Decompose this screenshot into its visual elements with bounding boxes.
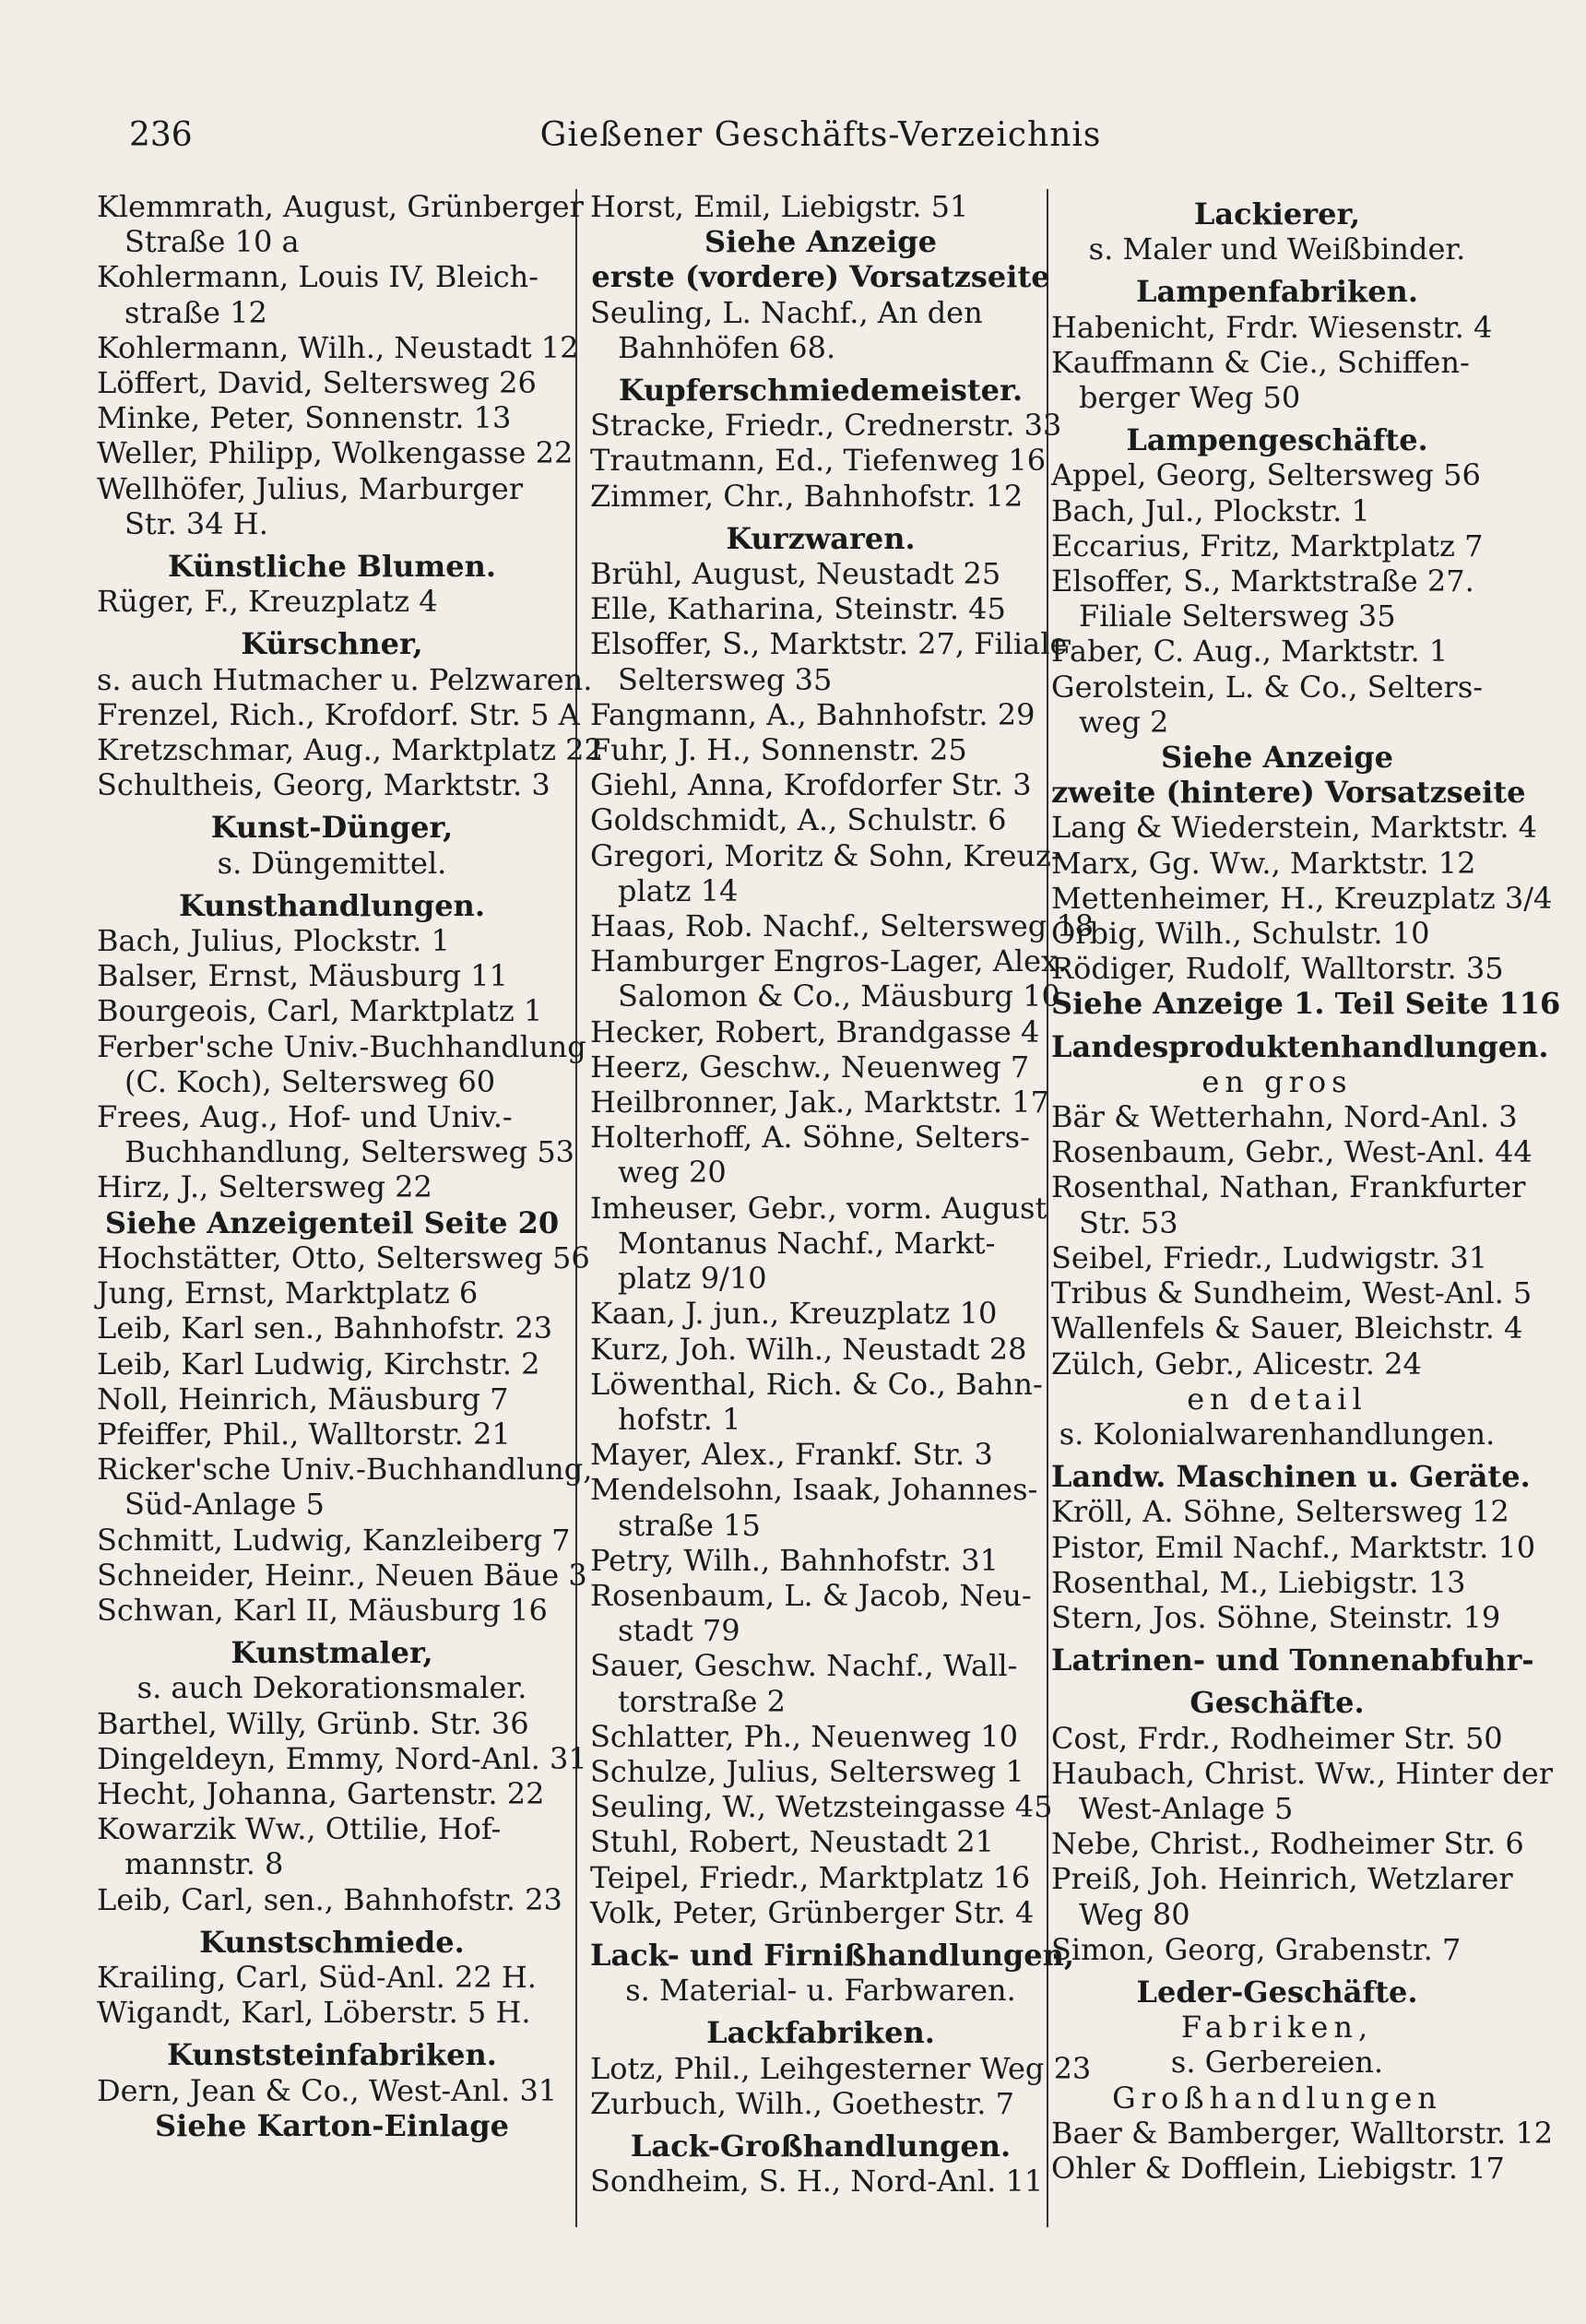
directory-entry: Rosenbaum, Gebr., West-Anl. 44	[1051, 1134, 1533, 1170]
directory-entry: Seuling, W., Wetzsteingasse 45	[590, 1789, 1053, 1825]
section-heading: Kunstmaler,	[231, 1635, 433, 1671]
directory-entry: Hirz, J., Seltersweg 22	[97, 1169, 432, 1205]
directory-entry: Weller, Philipp, Wolkengasse 22	[97, 435, 574, 471]
directory-entry: Giehl, Anna, Krofdorfer Str. 3	[590, 767, 1032, 803]
directory-entry: Zimmer, Chr., Bahnhofstr. 12	[590, 478, 1024, 514]
directory-entry: Bach, Julius, Plockstr. 1	[97, 923, 450, 959]
directory-column-2	[590, 189, 1095, 2292]
entry-continuation: Buchhandlung, Seltersweg 53	[124, 1134, 575, 1170]
subsection-label: Großhandlungen	[1112, 2080, 1442, 2116]
directory-entry: Bär & Wetterhahn, Nord-Anl. 3	[1051, 1099, 1518, 1135]
directory-entry: Fangmann, A., Bahnhofstr. 29	[590, 696, 1036, 732]
entry-continuation: (C. Koch), Seltersweg 60	[124, 1063, 496, 1099]
page-title: Gießener Geschäfts-Verzeichnis	[539, 116, 1102, 154]
entry-continuation: Filiale Seltersweg 35	[1079, 599, 1396, 634]
directory-entry: Stern, Jos. Söhne, Steinstr. 19	[1051, 1599, 1501, 1635]
directory-entry: Mendelsohn, Isaak, Johannes-	[590, 1472, 1038, 1508]
entry-continuation: Straße 10 a	[124, 224, 300, 260]
section-heading: Lackierer,	[1193, 196, 1361, 231]
entry-continuation: straße 12	[124, 294, 267, 330]
entry-continuation: berger Weg 50	[1079, 380, 1301, 416]
directory-entry: Goldschmidt, A., Schulstr. 6	[590, 802, 1007, 838]
directory-entry: Kurz, Joh. Wilh., Neustadt 28	[590, 1331, 1027, 1367]
directory-entry: Wellhöfer, Julius, Marburger	[97, 470, 523, 506]
entry-continuation: Seltersweg 35	[618, 661, 833, 697]
directory-entry: Kohlermann, Louis IV, Bleich-	[97, 259, 539, 295]
directory-entry: Krailing, Carl, Süd-Anl. 22 H.	[97, 1959, 537, 1995]
directory-entry: Cost, Frdr., Rodheimer Str. 50	[1051, 1720, 1503, 1756]
directory-entry: Lang & Wiederstein, Marktstr. 4	[1051, 810, 1538, 846]
directory-entry: Hochstätter, Otto, Seltersweg 56	[97, 1239, 590, 1275]
directory-entry: Kowarzik Ww., Ottilie, Hof-	[97, 1811, 502, 1847]
directory-entry: Minke, Peter, Sonnenstr. 13	[97, 400, 512, 436]
directory-entry: Stuhl, Robert, Neustadt 21	[590, 1824, 994, 1860]
directory-entry: Schlatter, Ph., Neuenweg 10	[590, 1718, 1018, 1754]
directory-entry: Mettenheimer, H., Kreuzplatz 3/4	[1051, 880, 1553, 916]
section-heading: Geschäfte.	[1190, 1685, 1365, 1721]
section-heading: Latrinen- und Tonnenabfuhr-	[1051, 1642, 1534, 1678]
directory-entry: Bach, Jul., Plockstr. 1	[1051, 492, 1370, 528]
directory-entry: Eccarius, Fritz, Marktplatz 7	[1051, 528, 1484, 563]
cross-reference: s. Kolonialwarenhandlungen.	[1059, 1416, 1496, 1452]
directory-entry: Orbig, Wilh., Schulstr. 10	[1051, 916, 1430, 952]
cross-reference: s. Düngemittel.	[217, 845, 447, 881]
subsection-label: Fabriken,	[1180, 2010, 1374, 2045]
directory-entry: Seibel, Friedr., Ludwigstr. 31	[1051, 1239, 1488, 1275]
advertisement-note: zweite (hintere) Vorsatzseite	[1051, 775, 1526, 811]
directory-entry: Schmitt, Ludwig, Kanzleiberg 7	[97, 1522, 571, 1558]
entry-continuation: West-Anlage 5	[1079, 1790, 1294, 1826]
entry-continuation: Str. 34 H.	[124, 505, 268, 541]
directory-entry: Rüger, F., Kreuzplatz 4	[97, 584, 438, 620]
directory-entry: Ohler & Dofflein, Liebigstr. 17	[1051, 2150, 1505, 2186]
directory-entry: Nebe, Christ., Rodheimer Str. 6	[1051, 1826, 1524, 1862]
entry-continuation: torstraße 2	[618, 1683, 786, 1719]
directory-entry: Heerz, Geschw., Neuenweg 7	[590, 1049, 1030, 1085]
entry-continuation: Str. 53	[1079, 1204, 1178, 1240]
directory-entry: Volk, Peter, Grünberger Str. 4	[590, 1894, 1035, 1930]
directory-entry: Tribus & Sundheim, West-Anl. 5	[1051, 1275, 1533, 1311]
directory-entry: Horst, Emil, Liebigstr. 51	[590, 189, 969, 224]
directory-entry: Pistor, Emil Nachf., Marktstr. 10	[1051, 1529, 1536, 1565]
directory-entry: Trautmann, Ed., Tiefenweg 16	[590, 443, 1047, 479]
directory-entry: Haas, Rob. Nachf., Seltersweg 18	[590, 908, 1095, 944]
entry-continuation: platz 9/10	[618, 1261, 767, 1297]
entry-continuation: platz 14	[618, 872, 739, 908]
directory-entry: Frenzel, Rich., Krofdorf. Str. 5 A	[97, 696, 580, 732]
section-heading: Lack- und Firnißhandlungen,	[590, 1937, 1074, 1973]
cross-reference: s. Maler und Weißbinder.	[1088, 231, 1466, 267]
directory-entry: Gregori, Moritz & Sohn, Kreuz-	[590, 837, 1061, 873]
advertisement-note: Siehe Anzeigenteil Seite 20	[104, 1204, 560, 1240]
directory-entry: Dingeldeyn, Emmy, Nord-Anl. 31	[97, 1740, 587, 1776]
directory-entry: Leib, Carl, sen., Bahnhofstr. 23	[97, 1881, 562, 1917]
cross-reference: s. auch Dekorationsmaler.	[136, 1670, 527, 1706]
section-heading: Kurzwaren.	[726, 520, 916, 556]
directory-entry: Elsoffer, S., Marktstr. 27, Filiale	[590, 626, 1068, 662]
cross-reference: s. Material- u. Farbwaren.	[625, 1973, 1016, 2009]
directory-entry: Kauffmann & Cie., Schiffen-	[1051, 344, 1470, 380]
directory-entry: Petry, Wilh., Bahnhofstr. 31	[590, 1542, 999, 1578]
directory-entry: Frees, Aug., Hof- und Univ.-	[97, 1099, 513, 1135]
entry-continuation: Weg 80	[1079, 1896, 1190, 1932]
directory-entry: Sondheim, S. H., Nord-Anl. 11	[590, 2164, 1044, 2200]
entry-continuation: mannstr. 8	[124, 1846, 284, 1882]
directory-entry: Wigandt, Karl, Löberstr. 5 H.	[97, 1995, 531, 2031]
directory-entry: Hamburger Engros-Lager, Alex.	[590, 943, 1068, 979]
directory-entry: Elle, Katharina, Steinstr. 45	[590, 591, 1006, 627]
directory-entry: Schulze, Julius, Seltersweg 1	[590, 1753, 1024, 1789]
page-header	[0, 116, 1586, 172]
directory-entry: Dern, Jean & Co., West-Anl. 31	[97, 2072, 558, 2108]
section-heading: Kürschner,	[241, 626, 423, 662]
directory-entry: Baer & Bamberger, Walltorstr. 12	[1051, 2115, 1554, 2151]
directory-entry: Klemmrath, August, Grünberger	[97, 189, 584, 224]
directory-entry: Heilbronner, Jak., Marktstr. 17	[590, 1085, 1049, 1120]
directory-entry: Elsoffer, S., Marktstraße 27.	[1051, 563, 1474, 599]
directory-entry: Holterhoff, A. Söhne, Selters-	[590, 1120, 1030, 1156]
directory-entry: Bourgeois, Carl, Marktplatz 1	[97, 993, 543, 1029]
directory-entry: Kohlermann, Wilh., Neustadt 12	[97, 329, 579, 365]
entry-continuation: stadt 79	[618, 1613, 740, 1649]
directory-entry: Zurbuch, Wilh., Goethestr. 7	[590, 2085, 1014, 2121]
subsection-label: en gros	[1201, 1063, 1353, 1099]
advertisement-note: erste (vordere) Vorsatzseite	[591, 259, 1050, 295]
entry-continuation: Salomon & Co., Mäusburg 10	[618, 978, 1060, 1014]
directory-entry: Ricker'sche Univ.-Buchhandlung,	[97, 1452, 593, 1488]
directory-column-1	[97, 189, 603, 2292]
directory-entry: Appel, Georg, Seltersweg 56	[1051, 457, 1481, 493]
directory-entry: Habenicht, Frdr. Wiesenstr. 4	[1051, 309, 1493, 345]
directory-entry: Haubach, Christ. Ww., Hinter der	[1051, 1755, 1554, 1791]
directory-entry: Lotz, Phil., Leihgesterner Weg 23	[590, 2050, 1092, 2086]
directory-entry: Barthel, Willy, Grünb. Str. 36	[97, 1705, 529, 1741]
directory-entry: Zülch, Gebr., Alicestr. 24	[1051, 1346, 1422, 1381]
directory-entry: Schwan, Karl II, Mäusburg 16	[97, 1592, 548, 1628]
entry-continuation: Bahnhöfen 68.	[618, 329, 836, 365]
directory-entry: Wallenfels & Sauer, Bleichstr. 4	[1051, 1310, 1523, 1346]
entry-continuation: weg 2	[1079, 704, 1169, 740]
directory-entry: Gerolstein, L. & Co., Selters-	[1051, 669, 1484, 705]
directory-entry: Simon, Georg, Grabenstr. 7	[1051, 1931, 1462, 1967]
directory-entry: Rosenbaum, L. & Jacob, Neu-	[590, 1577, 1032, 1613]
directory-entry: Jung, Ernst, Marktplatz 6	[97, 1275, 479, 1311]
directory-entry: Faber, C. Aug., Marktstr. 1	[1051, 634, 1449, 670]
directory-column-3	[1051, 189, 1561, 2292]
subsection-label: en detail	[1187, 1381, 1367, 1417]
directory-entry: Schultheis, Georg, Marktstr. 3	[97, 767, 550, 803]
entry-continuation: Süd-Anlage 5	[124, 1487, 325, 1523]
entry-continuation: Montanus Nachf., Markt-	[618, 1225, 996, 1261]
directory-entry: Rosenthal, Nathan, Frankfurter	[1051, 1169, 1526, 1205]
directory-entry: Leib, Karl sen., Bahnhofstr. 23	[97, 1310, 553, 1346]
section-heading: Kupferschmiedemeister.	[618, 373, 1024, 409]
directory-entry: Mayer, Alex., Frankf. Str. 3	[590, 1437, 993, 1473]
entry-continuation: straße 15	[618, 1507, 761, 1543]
section-heading: Kunststeinfabriken.	[167, 2037, 497, 2073]
directory-entry: Hecht, Johanna, Gartenstr. 22	[97, 1775, 545, 1811]
advertisement-note: Siehe Karton-Einlage	[155, 2107, 509, 2143]
entry-continuation: weg 20	[618, 1155, 727, 1191]
cross-reference: s. Gerbereien.	[1170, 2045, 1384, 2081]
advertisement-note: Siehe Anzeige	[704, 224, 937, 260]
directory-entry: Stracke, Friedr., Crednerstr. 33	[590, 408, 1062, 444]
section-heading: Künstliche Blumen.	[167, 549, 497, 585]
section-heading: Kunsthandlungen.	[179, 887, 485, 923]
directory-entry: Leib, Karl Ludwig, Kirchstr. 2	[97, 1346, 540, 1381]
section-heading: Kunstschmiede.	[199, 1924, 465, 1960]
directory-entry: Teipel, Friedr., Marktplatz 16	[590, 1859, 1031, 1895]
section-heading: Lack-Großhandlungen.	[630, 2128, 1012, 2164]
directory-entry: Ferber'sche Univ.-Buchhandlung	[97, 1028, 586, 1064]
directory-entry: Sauer, Geschw. Nachf., Wall-	[590, 1648, 1018, 1684]
directory-entry: Rosenthal, M., Liebigstr. 13	[1051, 1564, 1466, 1600]
section-heading: Landesproduktenhandlungen.	[1051, 1028, 1549, 1064]
advertisement-note: Siehe Anzeige 1. Teil Seite 116	[1051, 986, 1561, 1022]
section-heading: Leder-Geschäfte.	[1136, 1974, 1418, 2010]
directory-entry: Preiß, Joh. Heinrich, Wetzlarer	[1051, 1861, 1513, 1897]
directory-entry: Löwenthal, Rich. & Co., Bahn-	[590, 1366, 1043, 1402]
directory-entry: Seuling, L. Nachf., An den	[590, 294, 983, 330]
directory-entry: Balser, Ernst, Mäusburg 11	[97, 958, 508, 994]
directory-entry: Marx, Gg. Ww., Marktstr. 12	[1051, 845, 1476, 881]
column-divider-1	[575, 189, 577, 2227]
directory-entry: Pfeiffer, Phil., Walltorstr. 21	[97, 1416, 511, 1452]
directory-entry: Rödiger, Rudolf, Walltorstr. 35	[1051, 951, 1504, 987]
section-heading: Landw. Maschinen u. Geräte.	[1051, 1459, 1531, 1495]
directory-entry: Hecker, Robert, Brandgasse 4	[590, 1014, 1040, 1049]
section-heading: Lampenfabriken.	[1136, 274, 1418, 310]
directory-entry: Schneider, Heinr., Neuen Bäue 3	[97, 1557, 587, 1593]
directory-entry: Imheuser, Gebr., vorm. August	[590, 1190, 1047, 1226]
directory-entry: Löffert, David, Seltersweg 26	[97, 365, 537, 401]
entry-continuation: hofstr. 1	[618, 1401, 741, 1437]
directory-entry: Noll, Heinrich, Mäusburg 7	[97, 1381, 509, 1417]
directory-entry: Fuhr, J. H., Sonnenstr. 25	[590, 732, 967, 768]
directory-entry: Kretzschmar, Aug., Marktplatz 22	[97, 732, 603, 768]
advertisement-note: Siehe Anzeige	[1161, 740, 1393, 776]
section-heading: Lampengeschäfte.	[1126, 422, 1428, 458]
cross-reference: s. auch Hutmacher u. Pelzwaren.	[97, 661, 593, 697]
directory-entry: Brühl, August, Neustadt 25	[590, 556, 1001, 592]
directory-entry: Kaan, J. jun., Kreuzplatz 10	[590, 1296, 998, 1332]
section-heading: Kunst-Dünger,	[210, 810, 454, 846]
page-number: 236	[129, 116, 193, 154]
directory-entry: Kröll, A. Söhne, Seltersweg 12	[1051, 1494, 1509, 1530]
section-heading: Lackfabriken.	[706, 2015, 935, 2051]
